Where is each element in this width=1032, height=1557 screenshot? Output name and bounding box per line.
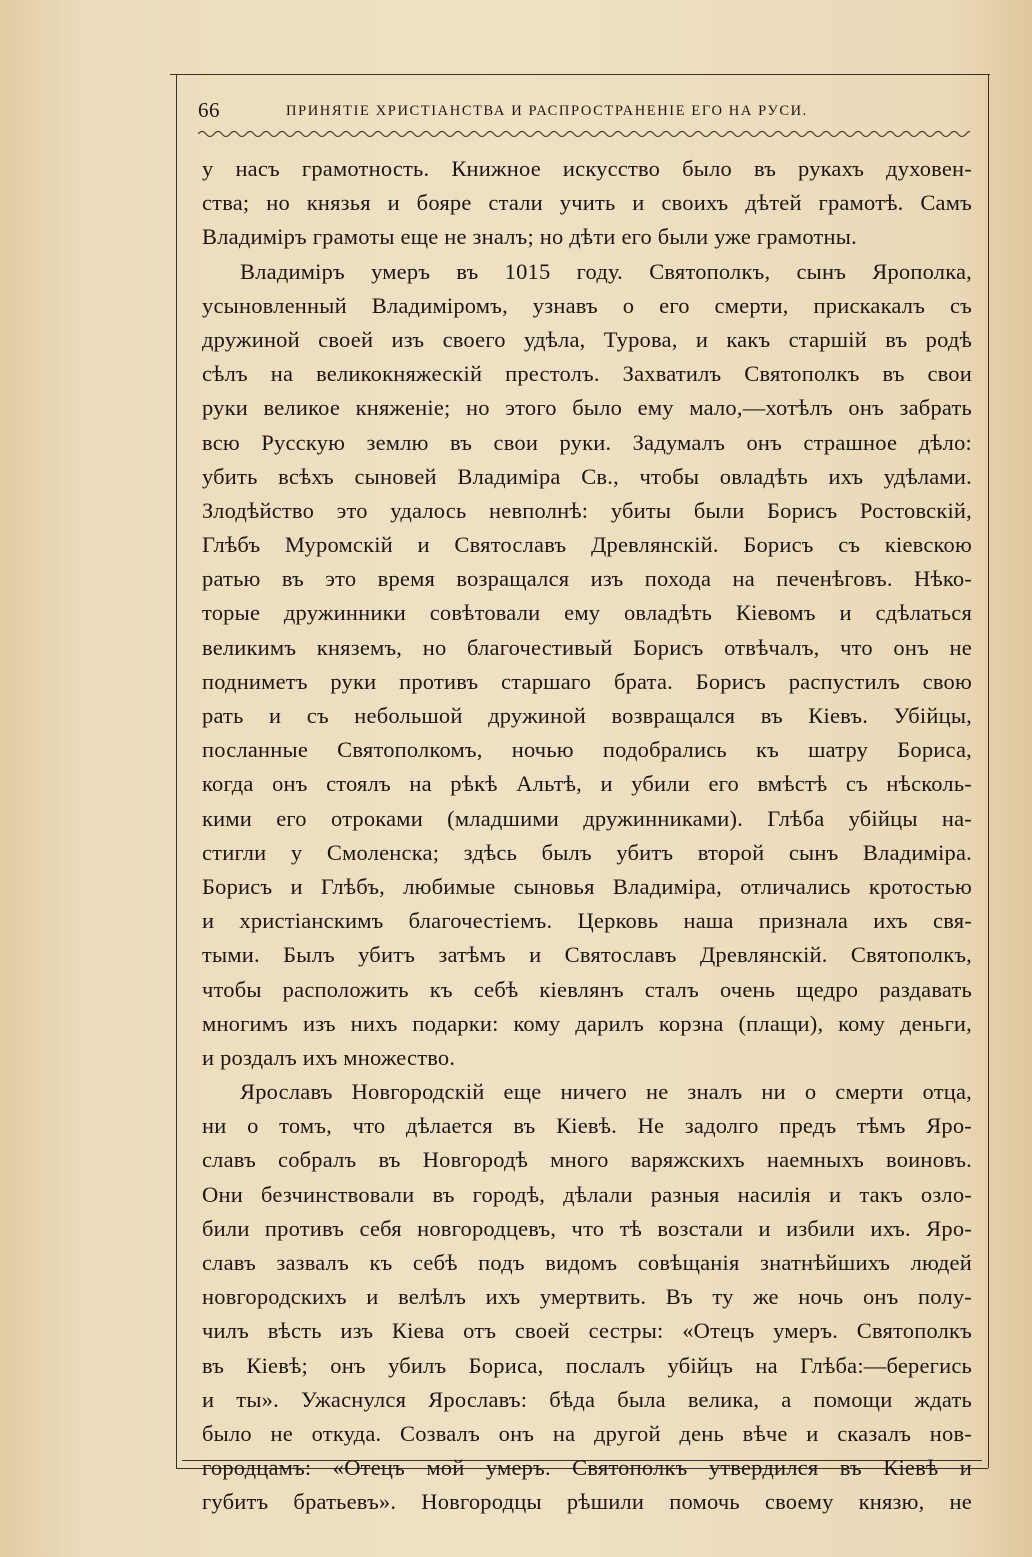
text-line: убить всѣхъ сыновей Владиміра Св., чтобы овладѣть ихъ удѣлами. <box>202 463 972 489</box>
text-line: кими его отроками (младшими дружинниками). Глѣба убійцы на- <box>202 805 972 831</box>
text-line: и роздалъ ихъ множество. <box>202 1044 456 1070</box>
wavy-ornament-rule <box>198 128 970 140</box>
frame-right-rule <box>988 74 989 1468</box>
text-line: стигли у Смоленска; здѣсь былъ убитъ второй сынъ Владиміра. <box>202 839 972 865</box>
text-line: Они безчинствовали въ городѣ, дѣлали разныя насилія и такъ озло- <box>202 1181 972 1207</box>
text-line: великимъ княземъ, но благочестивый Борисъ отвѣчалъ, что онъ не <box>202 634 972 660</box>
text-line: рать и съ небольшой дружиной возвращался въ Кіевъ. Убійцы, <box>202 703 972 728</box>
text-line: и христіанскимъ благочестіемъ. Церковь наша признала ихъ свя- <box>202 908 972 934</box>
text-line: Глѣбъ Муромскій и Святославъ Древлянскій. Борисъ съ кіевскою <box>202 532 972 558</box>
text-line: въ Кіевѣ; онъ убилъ Бориса, послалъ убійцъ на Глѣба:—берегись <box>202 1352 972 1378</box>
text-line: когда онъ стоялъ на рѣкѣ Альтѣ, и убили его вмѣстѣ съ нѣсколь- <box>202 771 972 797</box>
text-line: городцамъ: «Отецъ мой умеръ. Святополкъ утвердился въ Кіевѣ и <box>202 1455 972 1481</box>
text-line: всю Русскую землю въ свои руки. Задумалъ онъ страшное дѣло: <box>202 429 972 455</box>
text-line: били противъ себя новгородцевъ, что тѣ возстали и избили ихъ. Яро- <box>202 1215 972 1241</box>
text-line: ратью въ это время возращался изъ похода на печенѣговъ. Нѣко- <box>202 566 972 592</box>
frame-left-rule <box>176 74 177 1468</box>
text-line: Борисъ и Глѣбъ, любимые сыновья Владиміра, отличались кротостью <box>202 873 972 899</box>
text-line: Злодѣйство это удалось невполнѣ: убиты были Борисъ Ростовскій, <box>202 497 972 523</box>
text-line: и ты». Ужаснулся Ярославъ: бѣда была велика, а помощи ждать <box>202 1386 972 1412</box>
text-line: руки великое княженіе; но этого было ему мало,—хотѣлъ онъ забрать <box>202 395 972 421</box>
body-text <box>202 152 972 1520</box>
text-line: торые дружинники совѣтовали ему овладѣть Кіевомъ и сдѣлаться <box>202 600 972 626</box>
text-line: новгородскихъ и велѣлъ ихъ умертвить. Въ ту же ночь онъ полу- <box>202 1284 972 1310</box>
page-number: 66 <box>198 98 220 122</box>
text-line: Владиміръ умеръ въ 1015 году. Святополкъ, сынъ Ярополка, <box>240 258 972 284</box>
text-line: губитъ братьевъ». Новгородцы рѣшили помочь своему князю, не <box>202 1489 972 1515</box>
text-line: Ярославъ Новгородскій еще ничего не зналъ ни о смерти отца, <box>240 1079 972 1105</box>
text-line: у насъ грамотность. Книжное искусство было въ рукахъ духовен- <box>202 156 972 181</box>
text-line: чтобы расположить къ себѣ кіевлянъ сталъ очень щедро раздавать <box>202 976 972 1002</box>
text-line: славъ зазвалъ къ себѣ подъ видомъ совѣщанія знатнѣйшихъ людей <box>202 1250 972 1275</box>
text-line: Владиміръ грамоты еще не зналъ; но дѣти его были уже грамотны. <box>202 224 857 250</box>
text-line: подниметъ руки противъ старшаго брата. Борисъ распустилъ свою <box>202 668 972 694</box>
text-line: было не откуда. Созвалъ онъ на другой день вѣче и сказалъ нов- <box>202 1420 972 1446</box>
running-title: ПРИНЯТІЕ ХРИСТІАНСТВА И РАСПРОСТРАНЕНІЕ ЕГО НА РУСИ. <box>286 103 808 119</box>
text-line: тыми. Былъ убитъ затѣмъ и Святославъ Древлянскій. Святополкъ, <box>202 942 972 968</box>
text-line: посланные Святополкомъ, ночью подобрались къ шатру Бориса, <box>202 737 972 763</box>
text-line: ни о томъ, что дѣлается въ Кіевѣ. Не задолго предъ тѣмъ Яро- <box>202 1113 972 1139</box>
text-line: славъ собралъ въ Новгородѣ много варяжскихъ наемныхъ воиновъ. <box>202 1147 972 1173</box>
text-line: чилъ вѣсть изъ Кіева отъ своей сестры: «Отецъ умеръ. Святополкъ <box>202 1318 972 1344</box>
text-line: сѣлъ на великокняжескій престолъ. Захватилъ Святополкъ въ свои <box>202 361 972 387</box>
frame-top-rule <box>170 74 990 75</box>
page-header <box>198 98 978 132</box>
text-line: дружиной своей изъ своего удѣла, Турова, и какъ старшій въ родѣ <box>202 326 972 352</box>
text-line: ства; но князья и бояре стали учить и своихъ дѣтей грамотѣ. Самъ <box>202 190 972 216</box>
text-line: усыновленный Владиміромъ, узнавъ о его смерти, прискакалъ съ <box>202 292 972 318</box>
text-line: многимъ изъ нихъ подарки: кому дарилъ корзна (плащи), кому деньги, <box>202 1010 972 1036</box>
